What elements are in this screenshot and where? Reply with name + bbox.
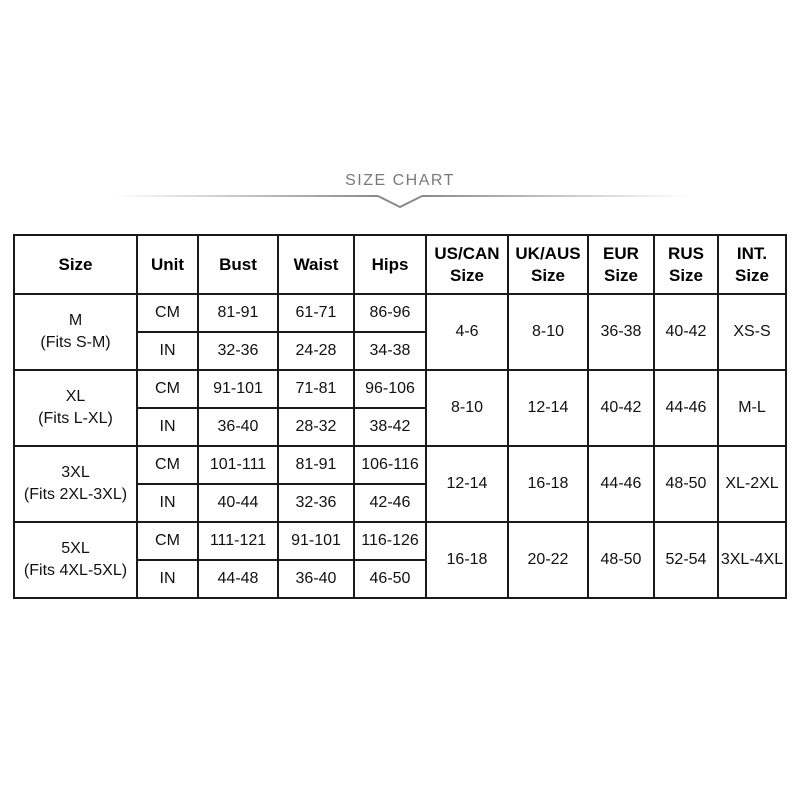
ukaus-value: 16-18	[508, 446, 588, 522]
hips-value: 34-38	[354, 332, 426, 370]
column-header-ukaus: UK/AUS Size	[508, 235, 588, 294]
waist-value: 32-36	[278, 484, 354, 522]
unit-cell: CM	[137, 370, 198, 408]
column-header-rus: RUS Size	[654, 235, 718, 294]
unit-cell: IN	[137, 332, 198, 370]
divider-line-left	[112, 195, 378, 197]
hips-value: 38-42	[354, 408, 426, 446]
eur-value: 48-50	[588, 522, 654, 598]
bust-value: 81-91	[198, 294, 278, 332]
table-row	[14, 294, 786, 332]
divider-line-right	[422, 195, 688, 197]
hips-value: 96-106	[354, 370, 426, 408]
waist-value: 28-32	[278, 408, 354, 446]
unit-cell: CM	[137, 294, 198, 332]
size-cell	[14, 522, 137, 598]
bust-value: 44-48	[198, 560, 278, 598]
size-label: 3XL	[61, 464, 90, 481]
int-value: 3XL-4XL	[718, 522, 786, 598]
table-row	[14, 446, 786, 484]
bust-value: 32-36	[198, 332, 278, 370]
bust-value: 101-111	[198, 446, 278, 484]
column-header-size: Size	[14, 235, 137, 294]
rus-value: 40-42	[654, 294, 718, 370]
rus-value: 52-54	[654, 522, 718, 598]
hips-value: 106-116	[354, 446, 426, 484]
int-value: XL-2XL	[718, 446, 786, 522]
title-divider	[112, 195, 688, 209]
column-header-int: INT. Size	[718, 235, 786, 294]
bust-value: 111-121	[198, 522, 278, 560]
waist-value: 24-28	[278, 332, 354, 370]
column-header-uscan: US/CAN Size	[426, 235, 508, 294]
table-row	[14, 370, 786, 408]
rus-value: 44-46	[654, 370, 718, 446]
size-cell	[14, 446, 137, 522]
column-header-hips: Hips	[354, 235, 426, 294]
page-title: SIZE CHART	[345, 172, 455, 189]
fits-label: (Fits 4XL-5XL)	[23, 562, 128, 579]
ukaus-value: 12-14	[508, 370, 588, 446]
column-header-waist: Waist	[278, 235, 354, 294]
waist-value: 81-91	[278, 446, 354, 484]
bust-value: 91-101	[198, 370, 278, 408]
size-label: XL	[65, 388, 86, 405]
waist-value: 61-71	[278, 294, 354, 332]
unit-cell: IN	[137, 408, 198, 446]
rus-value: 48-50	[654, 446, 718, 522]
column-header-unit: Unit	[137, 235, 198, 294]
unit-cell: CM	[137, 522, 198, 560]
hips-value: 46-50	[354, 560, 426, 598]
column-header-eur: EUR Size	[588, 235, 654, 294]
size-chart-table	[13, 234, 787, 599]
int-value: M-L	[718, 370, 786, 446]
hips-value: 116-126	[354, 522, 426, 560]
waist-value: 36-40	[278, 560, 354, 598]
waist-value: 91-101	[278, 522, 354, 560]
ukaus-value: 20-22	[508, 522, 588, 598]
size-cell	[14, 370, 137, 446]
table-row	[14, 522, 786, 560]
uscan-value: 16-18	[426, 522, 508, 598]
unit-cell: IN	[137, 484, 198, 522]
unit-cell: CM	[137, 446, 198, 484]
size-label: M	[68, 312, 83, 329]
int-value: XS-S	[718, 294, 786, 370]
bust-value: 36-40	[198, 408, 278, 446]
waist-value: 71-81	[278, 370, 354, 408]
uscan-value: 4-6	[426, 294, 508, 370]
uscan-value: 12-14	[426, 446, 508, 522]
fits-label: (Fits L-XL)	[38, 410, 113, 427]
size-label: 5XL	[61, 540, 90, 557]
header-row	[14, 235, 786, 294]
bust-value: 40-44	[198, 484, 278, 522]
column-header-bust: Bust	[198, 235, 278, 294]
size-cell	[14, 294, 137, 370]
hips-value: 86-96	[354, 294, 426, 332]
chevron-down-icon	[378, 195, 422, 209]
fits-label: (Fits 2XL-3XL)	[23, 486, 128, 503]
eur-value: 36-38	[588, 294, 654, 370]
fits-label: (Fits S-M)	[40, 334, 111, 351]
eur-value: 40-42	[588, 370, 654, 446]
uscan-value: 8-10	[426, 370, 508, 446]
unit-cell: IN	[137, 560, 198, 598]
hips-value: 42-46	[354, 484, 426, 522]
eur-value: 44-46	[588, 446, 654, 522]
ukaus-value: 8-10	[508, 294, 588, 370]
